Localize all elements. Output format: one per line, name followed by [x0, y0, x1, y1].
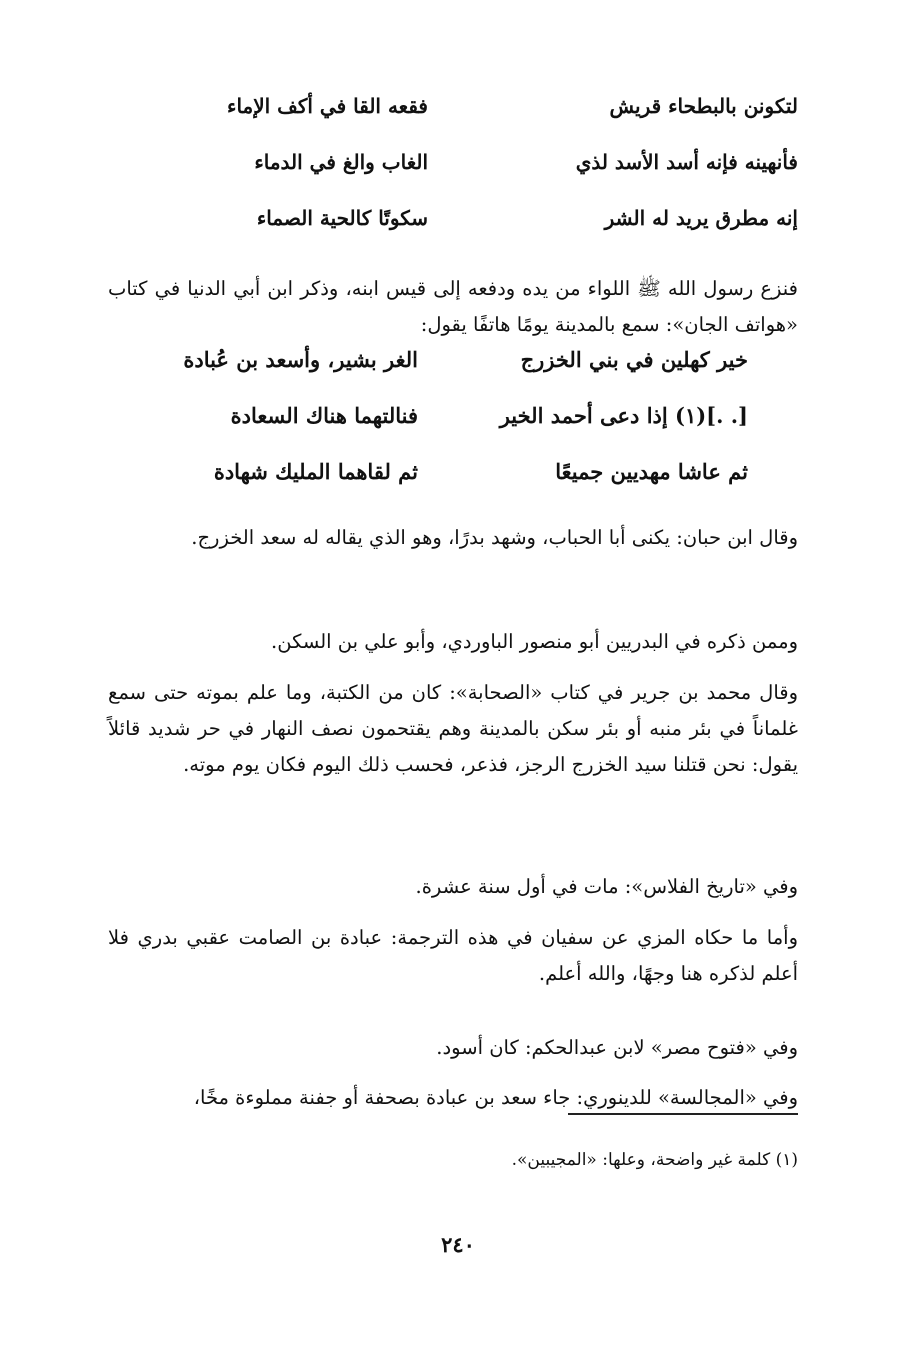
poem-middle: [148, 331, 748, 499]
verse-second-hemistich: فقعه القا في أكف الإماء: [227, 94, 428, 118]
verse-second-hemistich: الغاب والغ في الدماء: [254, 150, 428, 174]
footnote-separator: [568, 1113, 798, 1115]
poem-verse: [148, 443, 748, 499]
verse-second-hemistich: سكوتًا كالحية الصماء: [256, 206, 428, 230]
verse-second-hemistich: فنالتهما هناك السعادة: [230, 402, 418, 428]
verse-first-hemistich: ثم عاشا مهديين جميعًا: [555, 458, 748, 484]
paragraph-badriyyin: وممن ذكره في البدريين أبو منصور الباوردي، وأبو علي بن السكن.: [271, 629, 798, 653]
verse-second-hemistich: الغر بشير، وأسعد بن عُبادة: [183, 346, 418, 372]
poem-verse: [108, 78, 798, 134]
paragraph-hawatif: فنزع رسول الله ﷺ اللواء من يده ودفعه إلى قيس ابنه، وذكر ابن أبي الدنيا في كتاب «هواتف الجان»: سمع بالمدينة يومًا هاتفًا يقول:: [108, 276, 798, 336]
paragraph-ibn-jarir: وقال محمد بن جرير في كتاب «الصحابة»: كان من الكتبة، وما علم بموته حتى سمع غلماناً في بئر منبه أو بئر سكن بالمدينة وهم يقتحمون نصف النهار في حر شديد قائلاً يقول: نحن قتلنا سيد الخزرج الرجز، فذعر، فحسب ذلك اليوم فكان يوم موته.: [108, 680, 798, 776]
poem-top: [108, 78, 798, 246]
verse-first-hemistich: إنه مطرق يريد له الشر: [604, 206, 798, 230]
page-number: ٢٤٠: [441, 1232, 475, 1257]
paragraph-fallas: وفي «تاريخ الفلاس»: مات في أول سنة عشرة.: [415, 874, 798, 898]
poem-verse: [148, 331, 748, 387]
poem-verse: [148, 387, 748, 443]
poem-verse: [108, 134, 798, 190]
verse-first-hemistich: خير كهلين في بني الخزرج: [520, 346, 748, 372]
footnote: (١) كلمة غير واضحة، وعلها: «المجيبين».: [511, 1150, 798, 1170]
paragraph-mizzi: وأما ما حكاه المزي عن سفيان في هذه الترجمة: عبادة بن الصامت عقبي بدري فلا أعلم لذكره هنا وجهًا، والله أعلم.: [108, 925, 798, 985]
verse-first-hemistich: فأنهينه فإنه أسد الأسد لذي: [575, 150, 798, 174]
paragraph-mujalasa: وفي «المجالسة» للدينوري: جاء سعد بن عبادة بصحفة أو جفنة مملوءة مخًا،: [193, 1085, 798, 1109]
verse-first-hemistich: [. .](١) إذا دعى أحمد الخير: [499, 402, 748, 428]
poem-verse: [108, 190, 798, 246]
paragraph-ibn-hibban: وقال ابن حبان: يكنى أبا الحباب، وشهد بدرًا، وهو الذي يقاله له سعد الخزرج.: [191, 525, 798, 549]
paragraph-futuh-misr: وفي «فتوح مصر» لابن عبدالحكم: كان أسود.: [436, 1035, 798, 1059]
verse-first-hemistich: لتكونن بالبطحاء قريش: [609, 94, 798, 118]
verse-second-hemistich: ثم لقاهما المليك شهادة: [213, 458, 418, 484]
